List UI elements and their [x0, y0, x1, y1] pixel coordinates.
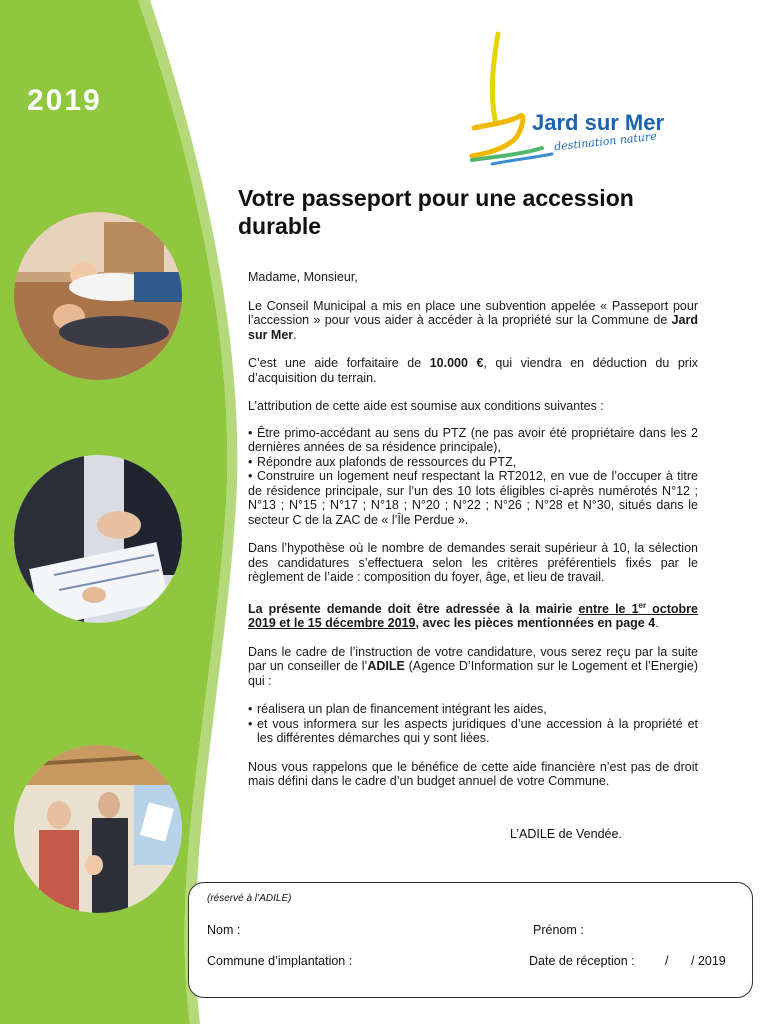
paragraph-subvention — [248, 299, 698, 343]
jard-sur-mer-logo — [462, 28, 702, 168]
page-title: Votre passeport pour une accession durable — [238, 185, 634, 239]
condition-text: Construire un logement neuf respectant la RT2012, en vue de l’occuper à titre de résidence principale, sur l’un des 10 lots éligibles ci-après numérotés N°12 ; N°13 ; N°15 ; N°17 ; N°18 ; N°20 ; N°22 ; N°26 ; N°28 et N°30, situés dans le secteur C de la ZAC de « l’Île Perdue ». — [248, 469, 698, 527]
condition-text: Répondre aux plafonds de ressources du PTZ, — [257, 454, 517, 469]
text: . — [655, 616, 659, 631]
handshake-photo — [14, 455, 182, 623]
list-item — [248, 426, 698, 455]
item-text: réalisera un plan de financement intégrant les aides, — [257, 702, 547, 717]
list-item — [248, 455, 698, 470]
text: La présente demande doit être adressée à la mairie — [248, 601, 579, 616]
list-item — [248, 469, 698, 527]
list-item — [248, 702, 698, 717]
greeting: Madame, Monsieur, — [248, 270, 358, 284]
text: , qui viendra en déduction du prix d’acquisition du terrain. — [248, 356, 698, 385]
text: , avec les pièces mentionnées en page 4 — [415, 616, 656, 631]
nom-field[interactable]: Nom : — [207, 923, 241, 937]
bullet-icon: • — [248, 425, 253, 440]
family-photo — [14, 745, 182, 913]
adile-name: ADILE — [367, 659, 405, 674]
bullet-icon: • — [248, 702, 253, 717]
reserved-form-box — [188, 882, 753, 998]
paragraph-deadline — [248, 599, 698, 631]
letter-body — [248, 270, 698, 803]
prenom-field[interactable]: Prénom : — [533, 923, 584, 937]
logo-name: Jard sur Mer — [532, 110, 665, 135]
paragraph-reminder: Nous vous rappelons que le bénéfice de cette aide financière n’est pas de droit mais défini dans le cadre d’un budget annuel de votre Commune. — [248, 759, 698, 789]
commune-field[interactable]: Commune d’implantation : — [207, 954, 353, 968]
conditions-list — [248, 426, 698, 528]
adile-list — [248, 702, 698, 746]
text: entre le 1 — [578, 601, 639, 616]
text: Le Conseil Municipal a mis en place une subvention appelée « Passeport pour l’accession » pour vous aider à accéder à la propriété sur la Commune de — [248, 298, 698, 327]
condition-text: Être primo-accédant au sens du PTZ (ne pas avoir été propriétaire dans les 2 dernières années de sa résidence principale), — [248, 425, 698, 454]
text: C’est une aide forfaitaire de — [248, 356, 430, 370]
amount: 10.000 € — [429, 356, 484, 370]
text: Dans le cadre de l’instruction de votre candidature, vous serez reçu par la suite par un conseiller de l’ — [248, 644, 698, 674]
paragraph-selection: Dans l’hypothèse où le nombre de demandes serait supérieur à 10, la sélection des candidatures s’effectuera selon les critères préférentiels fixés par le règlement de l’aide : composition du foyer, âge, et lieu de travail. — [248, 541, 698, 584]
date-year: / 2019 — [691, 954, 726, 968]
paragraph-amount — [248, 356, 698, 385]
item-text: et vous informera sur les aspects juridiques d’une accession à la propriété et les différentes démarches qui y sont liées. — [257, 716, 698, 746]
signature: L’ADILE de Vendée. — [510, 827, 622, 841]
date-field[interactable]: Date de réception : — [529, 954, 635, 968]
date-separator: / — [665, 954, 669, 968]
couple-photo — [14, 212, 182, 380]
text: . — [293, 327, 297, 342]
commune-name: Jard sur Mer — [248, 313, 698, 342]
bullet-icon: • — [248, 716, 253, 731]
text: octobre 2019 et le 15 décembre 2019 — [248, 601, 698, 631]
bullet-icon: • — [248, 454, 253, 469]
paragraph-adile — [248, 645, 698, 689]
text: (Agence D’Information sur le Logement et l’Energie) qui : — [248, 659, 699, 688]
list-item — [248, 717, 698, 746]
year-label: 2019 — [27, 84, 102, 117]
superscript: er — [638, 600, 647, 610]
paragraph-conditions-intro: L’attribution de cette aide est soumise aux conditions suivantes : — [248, 399, 604, 413]
bullet-icon: • — [248, 469, 253, 483]
logo-tagline: destination nature — [553, 129, 658, 154]
form-note: (réservé à l’ADILE) — [207, 893, 292, 904]
